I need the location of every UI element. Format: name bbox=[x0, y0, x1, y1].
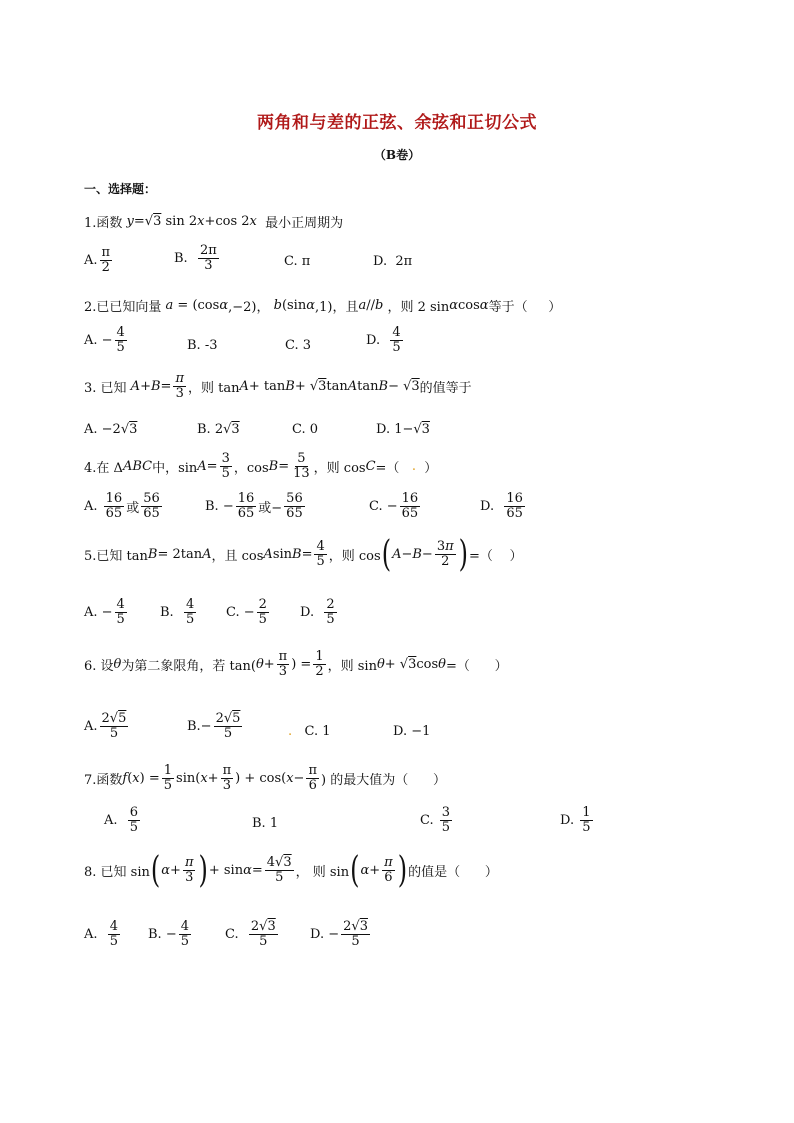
question-4-option-a[interactable]: A. $\frac{16}{65}$ 或 $\frac{56}{65}$ bbox=[84, 491, 160, 521]
question-6-option-d[interactable]: D. −1 bbox=[393, 724, 431, 739]
question-8-option-d[interactable]: D. − $\frac{2√3}{5}$ bbox=[310, 919, 368, 949]
page-title: 两角和与差的正弦、余弦和正切公式 bbox=[257, 113, 537, 133]
section-heading: 一、选择题： bbox=[84, 182, 157, 196]
question-3-option-d[interactable]: D. 1−√ 3 bbox=[376, 422, 430, 437]
question-5-option-b[interactable]: B. $\frac{4}{5}$ bbox=[160, 597, 195, 627]
question-7-stem: 7.函数 f ( x ) = $\frac{1}{5}$ sin( x + $\frac{\pi}{3}$ ) + cos( x − $\frac{\pi}{6}$ ) 的最大值为（ ） bbox=[84, 763, 446, 793]
question-2-option-c[interactable]: C. 3 bbox=[285, 338, 312, 353]
question-4-option-b[interactable]: B. − $\frac{16}{65}$ 或− $\frac{56}{65}$ bbox=[205, 491, 303, 521]
question-8-option-b[interactable]: B. − $\frac{4}{5}$ bbox=[148, 919, 189, 949]
paper-version: （B卷） bbox=[373, 148, 421, 162]
question-7-option-b[interactable]: B. 1 bbox=[252, 816, 279, 831]
question-4-stem: 4.在 Δ ABC 中，sin A = $\frac{3}{5}$ ，cos B = $\frac{5}{13}$ ，则 cos C =（ . ） bbox=[84, 451, 438, 481]
question-1-option-c[interactable]: C. π bbox=[284, 254, 311, 269]
question-2-option-d[interactable]: D. $\frac{4}{5}$ bbox=[366, 325, 401, 355]
question-2-option-b[interactable]: B. -3 bbox=[187, 338, 218, 353]
question-3-option-b[interactable]: B. 2√ 3 bbox=[197, 422, 240, 437]
question-7-option-a[interactable]: A. $\frac{6}{5}$ bbox=[104, 805, 139, 835]
question-1-option-b[interactable]: B. $\frac{2\pi}{3}$ bbox=[174, 243, 217, 273]
question-3-option-a[interactable]: A. −2√ 3 bbox=[84, 422, 138, 437]
question-6-option-c[interactable]: . C. 1 bbox=[288, 724, 331, 739]
question-7-option-d[interactable]: D. $\frac{1}{5}$ bbox=[560, 805, 591, 835]
question-3-stem: 3. 已知 A + B = $\frac{\pi}{3}$ ，则 tan A + tan B + √ 3 tan A tan B − √ 3 的值等于 bbox=[84, 371, 472, 401]
question-8-stem: 8. 已知 sin ( α + $\frac{\pi}{3}$ ) + sin α = $\frac{4√3}{5}$ ， 则 sin ( α + $\frac{\pi}{6}$ ) 的值是（ ） bbox=[84, 849, 498, 892]
question-5-option-a[interactable]: A. − $\frac{4}{5}$ bbox=[84, 597, 125, 627]
question-2-stem: 2.已已知向量 a = (cos α ,−2)， b (sin α ,1)，且 a // b ，则 2 sin α cos α 等于（ ） bbox=[84, 298, 562, 315]
question-6-option-b[interactable]: B.− $\frac{2√5}{5}$ bbox=[187, 711, 241, 741]
question-8-option-c[interactable]: C. $\frac{2√3}{5}$ bbox=[225, 919, 276, 949]
question-5-option-c[interactable]: C. − $\frac{2}{5}$ bbox=[226, 597, 267, 627]
question-4-option-d[interactable]: D. $\frac{16}{65}$ bbox=[480, 491, 523, 521]
question-8-option-a[interactable]: A. $\frac{4}{5}$ bbox=[84, 919, 119, 949]
question-5-option-d[interactable]: D. $\frac{2}{5}$ bbox=[300, 597, 335, 627]
question-5-stem: 5.已知 tan B = 2tan A ，且 cos A sin B = $\frac{4}{5}$ ，则 cos ( A − B − $\frac{3\pi}{2}$ ) =（ ） bbox=[84, 533, 523, 576]
question-3-option-c[interactable]: C. 0 bbox=[292, 422, 319, 437]
question-2-option-a[interactable]: A. − $\frac{4}{5}$ bbox=[84, 325, 125, 355]
question-4-option-c[interactable]: C. − $\frac{16}{65}$ bbox=[369, 491, 419, 521]
question-1-stem: 1.函数 y =√ 3 sin 2 x +cos 2 x 最小正周期为 bbox=[84, 214, 344, 231]
question-1-option-d[interactable]: D. 2π bbox=[373, 254, 413, 269]
question-6-stem: 6. 设 θ 为第二象限角，若 tan( θ + $\frac{\pi}{3}$ ) = $\frac{1}{2}$ ，则 sin θ + √ 3 cos θ =（ ） bbox=[84, 649, 508, 679]
question-7-option-c[interactable]: C. $\frac{3}{5}$ bbox=[420, 805, 451, 835]
question-1-option-a[interactable]: A. $\frac{\pi}{2}$ bbox=[84, 245, 111, 275]
question-6-option-a[interactable]: A. $\frac{2√5}{5}$ bbox=[84, 711, 127, 741]
